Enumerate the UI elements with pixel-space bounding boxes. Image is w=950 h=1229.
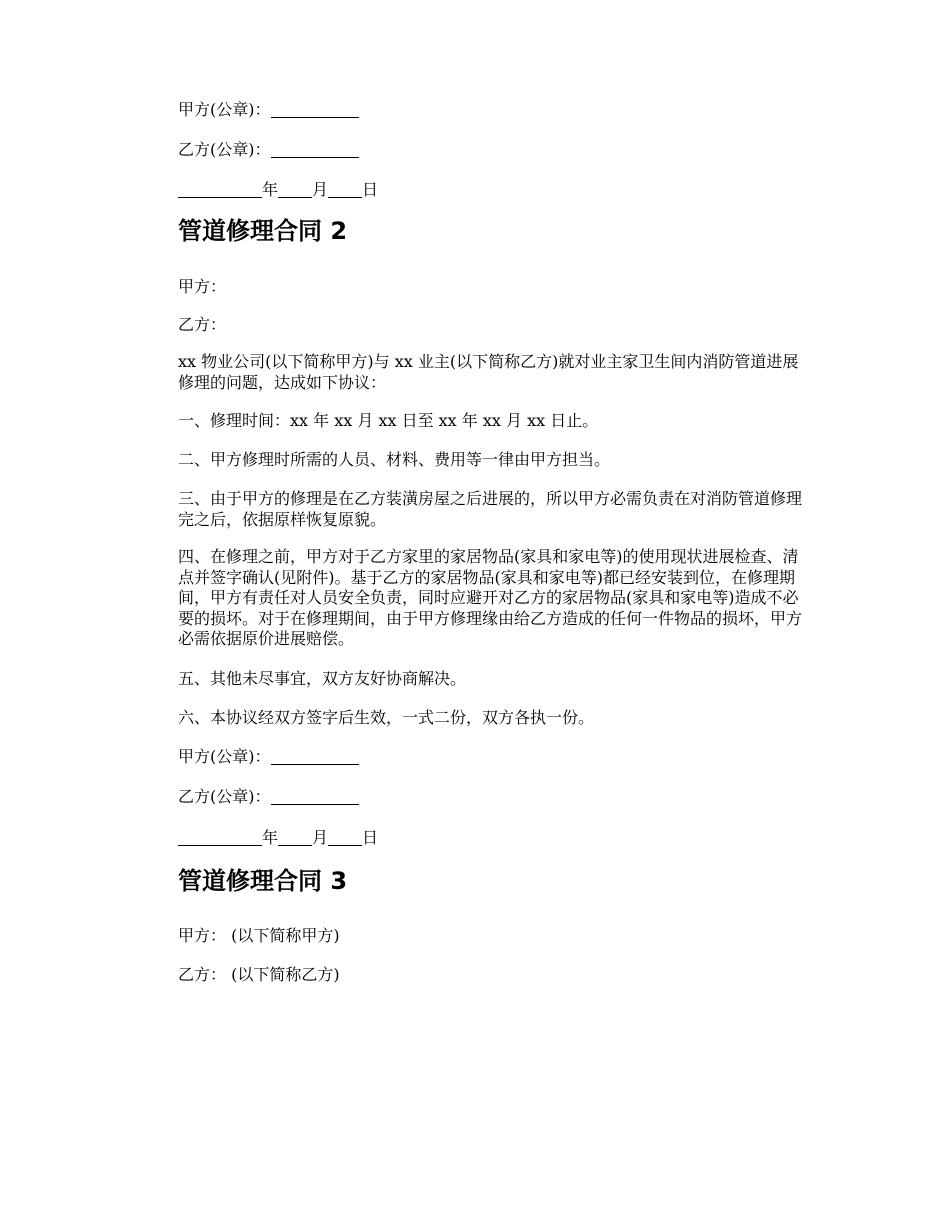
sig1-month-label: 月 [312,180,329,199]
sig2-party-a-line [178,747,359,767]
sig1-party-a-label: 甲方(公章)： [178,100,271,119]
sig1-party-b-blank [271,141,359,158]
sig1-party-a-line [178,100,359,120]
contract3-title: 管道修理合同 3 [178,867,348,895]
contract2-clause-3: 三、由于甲方的修理是在乙方装潢房屋之后进展的，所以甲方必需负责在对消防管道修理完之后，依据原样恢复原貌。 [178,489,803,529]
sig1-party-b-line [178,140,359,160]
sig2-party-b-blank [271,788,359,805]
contract2-party-b: 乙方： [178,315,227,334]
sig2-month-blank [278,829,312,846]
contract2-party-a: 甲方： [178,277,227,296]
contract2-intro: xx 物业公司(以下简称甲方)与 xx 业主(以下简称乙方)就对业主家卫生间内消防管道进展修理的问题，达成如下协议： [178,352,799,392]
contract2-title: 管道修理合同 2 [178,217,348,245]
sig1-year-label: 年 [262,180,279,199]
sig1-year-blank [178,181,262,198]
sig2-day-blank [328,829,362,846]
contract2-clause-5: 五、其他未尽事宜，双方友好协商解决。 [178,669,467,688]
contract2-clause-2: 二、甲方修理时所需的人员、材料、费用等一律由甲方担当。 [178,450,611,469]
sig2-party-a-blank [271,748,359,765]
sig1-party-b-label: 乙方(公章)： [178,140,271,159]
sig1-day-label: 日 [362,180,379,199]
sig2-party-b-line [178,787,359,807]
sig1-party-a-blank [271,101,359,118]
sig2-party-a-label: 甲方(公章)： [178,747,271,766]
sig2-party-b-label: 乙方(公章)： [178,787,271,806]
sig1-date-line [178,180,378,200]
sig1-month-blank [278,181,312,198]
contract2-clause-4: 四、在修理之前，甲方对于乙方家里的家居物品(家具和家电等)的使用现状进展检查、清点并签字确认(见附件)。基于乙方的家居物品(家具和家电等)都已经安装到位，在修理期间，甲方有责任对人员安全负责，同时应避开对乙方的家居物品(家具和家电等)造成不必要的损坏。对于在修理期间，由于甲方修理缘由给乙方造成的任何一件物品的损坏，甲方必需依据原价进展赔偿。 [178,547,803,648]
contract3-party-a: 甲方： (以下简称甲方) [178,926,340,945]
contract3-party-b: 乙方： (以下简称乙方) [178,965,340,984]
contract2-clause-6: 六、本协议经双方签字后生效，一式二份，双方各执一份。 [178,708,595,727]
sig2-day-label: 日 [362,828,379,847]
sig1-day-blank [328,181,362,198]
sig2-date-line [178,828,378,848]
sig2-year-blank [178,829,262,846]
sig2-year-label: 年 [262,828,279,847]
contract2-clause-1: 一、修理时间：xx 年 xx 月 xx 日至 xx 年 xx 月 xx 日止。 [178,411,599,430]
sig2-month-label: 月 [312,828,329,847]
